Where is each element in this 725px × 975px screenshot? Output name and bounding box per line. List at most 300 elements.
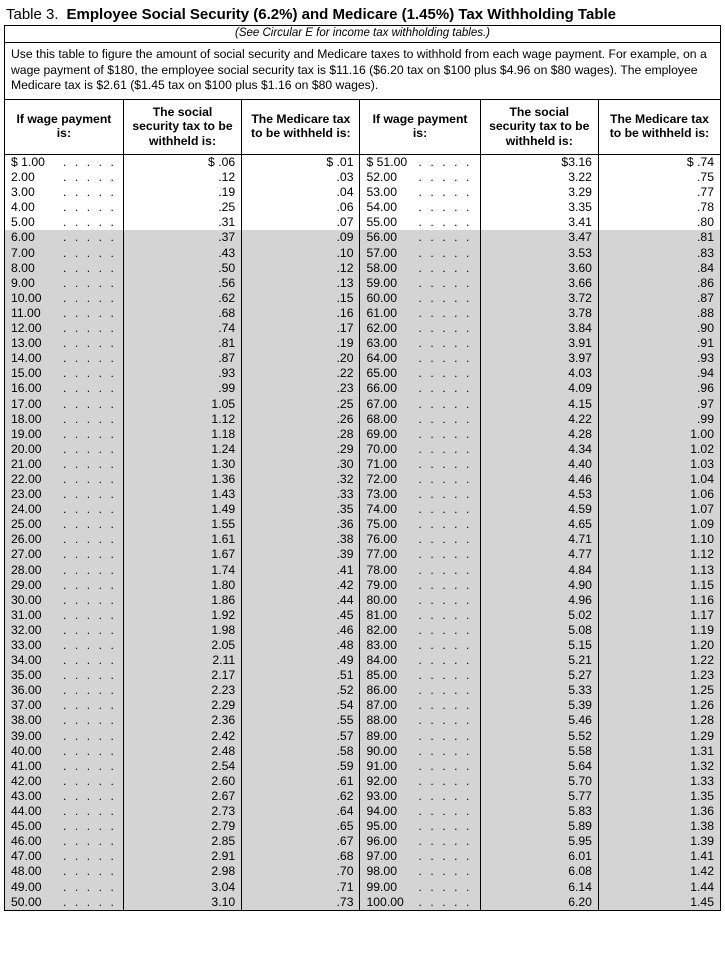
table-row	[5, 246, 720, 261]
ss-cell-right: 5.02	[480, 608, 598, 623]
wage-cell-right	[360, 215, 480, 230]
medicare-cell-left: .23	[242, 381, 360, 396]
wage-cell-right	[360, 774, 480, 789]
ss-cell-left: 2.67	[123, 789, 241, 804]
medicare-cell-right: .96	[598, 381, 720, 396]
leader-dots: . . . . .	[63, 351, 117, 366]
leader-dots: . . . . .	[418, 260, 472, 275]
medicare-cell-left: .73	[242, 895, 360, 910]
wage-value: 73.00	[366, 487, 397, 502]
ss-cell-left: 2.05	[123, 638, 241, 653]
medicare-cell-right: 1.36	[598, 804, 720, 819]
table-row	[5, 547, 720, 562]
ss-cell-left: 1.80	[123, 578, 241, 593]
wage-value: 52.00	[366, 170, 397, 185]
medicare-cell-right: 1.02	[598, 442, 720, 457]
ss-cell-left: 2.11	[123, 653, 241, 668]
wage-value: 25.00	[11, 517, 42, 532]
medicare-cell-left: .03	[242, 170, 360, 185]
leader-dots: . . . . .	[418, 290, 472, 305]
table-row	[5, 834, 720, 849]
leader-dots: . . . . .	[418, 456, 472, 471]
table-row	[5, 155, 720, 171]
medicare-cell-right: 1.10	[598, 532, 720, 547]
ss-cell-right: 4.71	[480, 532, 598, 547]
table-row	[5, 276, 720, 291]
wage-value: 98.00	[366, 864, 397, 879]
wage-cell-left	[5, 321, 123, 336]
medicare-cell-right: .78	[598, 200, 720, 215]
wage-value: 63.00	[366, 336, 397, 351]
ss-cell-left: 1.92	[123, 608, 241, 623]
leader-dots: . . . . .	[418, 502, 472, 517]
medicare-cell-left: .29	[242, 442, 360, 457]
wage-value: 67.00	[366, 396, 397, 411]
leader-dots: . . . . .	[63, 819, 117, 834]
wage-cell-right	[360, 547, 480, 562]
table-row	[5, 170, 720, 185]
leader-dots: . . . . .	[63, 230, 117, 245]
leader-dots: . . . . .	[418, 200, 472, 215]
wage-cell-left	[5, 261, 123, 276]
medicare-cell-left: .45	[242, 608, 360, 623]
ss-cell-right: 4.03	[480, 366, 598, 381]
leader-dots: . . . . .	[63, 305, 117, 320]
ss-cell-right: 4.96	[480, 593, 598, 608]
medicare-cell-right: 1.17	[598, 608, 720, 623]
wage-value: 78.00	[366, 562, 397, 577]
ss-cell-right: 4.09	[480, 381, 598, 396]
wage-cell-right	[360, 517, 480, 532]
wage-cell-left	[5, 834, 123, 849]
wage-value: 36.00	[11, 683, 42, 698]
wage-cell-left	[5, 698, 123, 713]
table-row	[5, 397, 720, 412]
medicare-cell-left: .52	[242, 683, 360, 698]
leader-dots: . . . . .	[418, 698, 472, 713]
wage-cell-left	[5, 729, 123, 744]
ss-cell-right: 4.34	[480, 442, 598, 457]
wage-cell-left	[5, 306, 123, 321]
medicare-cell-left: .68	[242, 849, 360, 864]
leader-dots: . . . . .	[63, 215, 117, 230]
ss-cell-left: 1.24	[123, 442, 241, 457]
medicare-cell-left: .39	[242, 547, 360, 562]
leader-dots: . . . . .	[63, 396, 117, 411]
ss-cell-left: .12	[123, 170, 241, 185]
wage-value: 54.00	[366, 200, 397, 215]
wage-value: 2.00	[11, 170, 35, 185]
medicare-cell-left: .71	[242, 880, 360, 895]
leader-dots: . . . . .	[63, 622, 117, 637]
table-row	[5, 895, 720, 910]
wage-cell-right	[360, 563, 480, 578]
ss-cell-right: 3.35	[480, 200, 598, 215]
wage-cell-left	[5, 366, 123, 381]
ss-cell-right: 3.22	[480, 170, 598, 185]
wage-value: 82.00	[366, 622, 397, 637]
wage-cell-right	[360, 608, 480, 623]
ss-cell-right: 3.97	[480, 351, 598, 366]
table-body	[5, 155, 720, 910]
leader-dots: . . . . .	[63, 487, 117, 502]
wage-cell-right	[360, 683, 480, 698]
table-row	[5, 412, 720, 427]
leader-dots: . . . . .	[418, 577, 472, 592]
medicare-cell-right: 1.19	[598, 623, 720, 638]
wage-cell-left	[5, 381, 123, 396]
leader-dots: . . . . .	[63, 532, 117, 547]
leader-dots: . . . . .	[63, 849, 117, 864]
ss-cell-right: 5.27	[480, 668, 598, 683]
wage-cell-right	[360, 170, 480, 185]
leader-dots: . . . . .	[418, 351, 472, 366]
ss-cell-right: 4.15	[480, 397, 598, 412]
wage-value: 83.00	[366, 638, 397, 652]
table-title-text: Employee Social Security (6.2%) and Medicare (1.45%) Tax Withholding Table	[66, 6, 616, 23]
wage-value: 53.00	[366, 185, 397, 200]
medicare-cell-left: .65	[242, 819, 360, 834]
medicare-cell-left: .64	[242, 804, 360, 819]
wage-cell-left	[5, 789, 123, 804]
wage-cell-left	[5, 442, 123, 457]
wage-cell-left	[5, 713, 123, 728]
medicare-cell-left: .55	[242, 713, 360, 728]
table-row	[5, 578, 720, 593]
medicare-cell-right: .93	[598, 351, 720, 366]
ss-cell-left: 1.74	[123, 563, 241, 578]
table-header	[5, 100, 720, 155]
ss-cell-right: 5.58	[480, 744, 598, 759]
wage-cell-left	[5, 759, 123, 774]
wage-value: 30.00	[11, 592, 42, 607]
medicare-cell-right: 1.13	[598, 563, 720, 578]
ss-cell-left: .50	[123, 261, 241, 276]
medicare-cell-left: .20	[242, 351, 360, 366]
wage-value: 42.00	[11, 773, 42, 788]
table-row	[5, 427, 720, 442]
leader-dots: . . . . .	[418, 230, 472, 245]
wage-value: 26.00	[11, 532, 42, 547]
leader-dots: . . . . .	[63, 381, 117, 396]
ss-cell-right: 3.41	[480, 215, 598, 230]
wage-value: 34.00	[11, 653, 42, 668]
wage-cell-left	[5, 246, 123, 261]
wage-value: 84.00	[366, 653, 397, 668]
leader-dots: . . . . .	[63, 713, 117, 728]
wage-value: 43.00	[11, 788, 42, 803]
medicare-cell-right: 1.32	[598, 759, 720, 774]
wage-cell-right	[360, 593, 480, 608]
medicare-cell-right: .99	[598, 412, 720, 427]
header-row	[5, 100, 720, 155]
wage-value: 6.00	[11, 230, 35, 245]
medicare-cell-left: .49	[242, 653, 360, 668]
table-row	[5, 698, 720, 713]
medicare-cell-right: .80	[598, 215, 720, 230]
leader-dots: . . . . .	[63, 834, 117, 849]
medicare-cell-right: 1.38	[598, 819, 720, 834]
medicare-cell-right: .81	[598, 230, 720, 245]
wage-value: 95.00	[366, 819, 397, 834]
wage-cell-left	[5, 502, 123, 517]
wage-value: 47.00	[11, 849, 42, 864]
leader-dots: . . . . .	[63, 471, 117, 486]
leader-dots: . . . . .	[63, 366, 117, 381]
wage-cell-right	[360, 412, 480, 427]
ss-cell-right: 3.66	[480, 276, 598, 291]
ss-cell-left: .81	[123, 336, 241, 351]
wage-value: 46.00	[11, 834, 42, 849]
wage-cell-right	[360, 276, 480, 291]
wage-value: 4.00	[11, 200, 35, 215]
wage-value: 5.00	[11, 215, 35, 230]
leader-dots: . . . . .	[63, 879, 117, 894]
medicare-cell-right: .83	[598, 246, 720, 261]
ss-cell-left: 1.05	[123, 397, 241, 412]
leader-dots: . . . . .	[63, 321, 117, 336]
medicare-cell-right: 1.41	[598, 849, 720, 864]
wage-cell-right	[360, 336, 480, 351]
medicare-cell-left: .62	[242, 789, 360, 804]
wage-value: 68.00	[366, 411, 397, 426]
medicare-cell-left: .58	[242, 744, 360, 759]
ss-cell-right: 6.08	[480, 864, 598, 879]
wage-value: 99.00	[366, 879, 397, 894]
table-row	[5, 291, 720, 306]
wage-cell-right	[360, 623, 480, 638]
wage-cell-right	[360, 744, 480, 759]
table-row	[5, 608, 720, 623]
ss-cell-left: 3.10	[123, 895, 241, 910]
leader-dots: . . . . .	[63, 788, 117, 803]
leader-dots: . . . . .	[63, 155, 117, 169]
leader-dots: . . . . .	[418, 773, 472, 788]
page-title	[0, 0, 725, 25]
wage-value: 64.00	[366, 351, 397, 366]
leader-dots: . . . . .	[418, 441, 472, 456]
wage-value: 55.00	[366, 215, 397, 230]
medicare-cell-left: .54	[242, 698, 360, 713]
wage-value: 81.00	[366, 607, 397, 622]
wage-cell-right	[360, 864, 480, 879]
wage-cell-right	[360, 261, 480, 276]
wage-value: 90.00	[366, 743, 397, 758]
ss-cell-right: 3.47	[480, 230, 598, 245]
wage-value: 9.00	[11, 275, 35, 290]
medicare-cell-right: 1.25	[598, 683, 720, 698]
ss-cell-right: 4.53	[480, 487, 598, 502]
ss-cell-left: 1.18	[123, 427, 241, 442]
leader-dots: . . . . .	[418, 517, 472, 532]
ss-cell-right: 4.22	[480, 412, 598, 427]
wage-cell-left	[5, 532, 123, 547]
ss-cell-left: 2.17	[123, 668, 241, 683]
leader-dots: . . . . .	[63, 245, 117, 260]
table-row	[5, 713, 720, 728]
wage-cell-right	[360, 381, 480, 396]
wage-cell-right	[360, 200, 480, 215]
wage-cell-right	[360, 366, 480, 381]
ss-cell-right: 5.89	[480, 819, 598, 834]
ss-cell-left: 1.67	[123, 547, 241, 562]
wage-value: 87.00	[366, 698, 397, 713]
ss-cell-left: .37	[123, 230, 241, 245]
medicare-cell-left: .22	[242, 366, 360, 381]
leader-dots: . . . . .	[418, 743, 472, 758]
ss-cell-left: .43	[123, 246, 241, 261]
wage-value: 27.00	[11, 547, 42, 562]
leader-dots: . . . . .	[418, 366, 472, 381]
wage-cell-left	[5, 563, 123, 578]
wage-cell-right	[360, 427, 480, 442]
leader-dots: . . . . .	[63, 743, 117, 758]
medicare-cell-right: .90	[598, 321, 720, 336]
leader-dots: . . . . .	[418, 305, 472, 320]
wage-value: 15.00	[11, 366, 42, 381]
ss-cell-right: 4.59	[480, 502, 598, 517]
wage-value: 44.00	[11, 804, 42, 819]
ss-cell-left: 2.73	[123, 804, 241, 819]
ss-cell-left: .93	[123, 366, 241, 381]
medicare-cell-left: .26	[242, 412, 360, 427]
ss-cell-right: 4.40	[480, 457, 598, 472]
leader-dots: . . . . .	[63, 336, 117, 351]
ss-cell-left: $ .06	[123, 155, 241, 171]
wage-cell-right	[360, 246, 480, 261]
wage-cell-left	[5, 668, 123, 683]
wage-cell-left	[5, 351, 123, 366]
wage-value: 23.00	[11, 487, 42, 502]
medicare-cell-right: .91	[598, 336, 720, 351]
leader-dots: . . . . .	[63, 773, 117, 788]
table-row	[5, 849, 720, 864]
wage-cell-right	[360, 306, 480, 321]
wage-cell-left	[5, 170, 123, 185]
wage-cell-right	[360, 653, 480, 668]
leader-dots: . . . . .	[418, 653, 472, 668]
wage-cell-right	[360, 789, 480, 804]
ss-cell-left: 1.55	[123, 517, 241, 532]
ss-cell-left: 1.61	[123, 532, 241, 547]
leader-dots: . . . . .	[418, 185, 472, 200]
wage-value: 48.00	[11, 864, 42, 879]
header-wage-left: If wage payment is:	[5, 100, 123, 155]
wage-value: 100.00	[366, 894, 404, 909]
leader-dots: . . . . .	[63, 653, 117, 668]
wage-value: 33.00	[11, 638, 42, 652]
ss-cell-left: 1.12	[123, 412, 241, 427]
leader-dots: . . . . .	[63, 698, 117, 713]
wage-value: 20.00	[11, 441, 42, 456]
ss-cell-right: 3.60	[480, 261, 598, 276]
medicare-cell-right: 1.07	[598, 502, 720, 517]
medicare-cell-right: 1.33	[598, 774, 720, 789]
table-row	[5, 744, 720, 759]
leader-dots: . . . . .	[418, 638, 472, 652]
leader-dots: . . . . .	[418, 381, 472, 396]
ss-cell-left: 2.98	[123, 864, 241, 879]
medicare-cell-right: 1.26	[598, 698, 720, 713]
medicare-cell-left: .07	[242, 215, 360, 230]
wage-cell-left	[5, 427, 123, 442]
medicare-cell-right: .86	[598, 276, 720, 291]
wage-value: 85.00	[366, 668, 397, 683]
ss-cell-left: .87	[123, 351, 241, 366]
ss-cell-right: 5.52	[480, 729, 598, 744]
ss-cell-left: 3.04	[123, 880, 241, 895]
wage-cell-left	[5, 683, 123, 698]
table-row	[5, 381, 720, 396]
medicare-cell-left: .67	[242, 834, 360, 849]
medicare-cell-right: 1.03	[598, 457, 720, 472]
table-row	[5, 804, 720, 819]
wage-value: 38.00	[11, 713, 42, 728]
leader-dots: . . . . .	[63, 411, 117, 426]
ss-cell-left: .25	[123, 200, 241, 215]
leader-dots: . . . . .	[418, 607, 472, 622]
wage-cell-left	[5, 336, 123, 351]
wage-cell-right	[360, 729, 480, 744]
wage-cell-left	[5, 185, 123, 200]
leader-dots: . . . . .	[418, 834, 472, 849]
table-row	[5, 321, 720, 336]
wage-cell-left	[5, 774, 123, 789]
leader-dots: . . . . .	[63, 638, 117, 652]
medicare-cell-right: .88	[598, 306, 720, 321]
leader-dots: . . . . .	[418, 804, 472, 819]
wage-value: 91.00	[366, 758, 397, 773]
wage-value: 45.00	[11, 819, 42, 834]
leader-dots: . . . . .	[63, 502, 117, 517]
medicare-cell-left: .46	[242, 623, 360, 638]
wage-value: 21.00	[11, 456, 42, 471]
table-row	[5, 774, 720, 789]
leader-dots: . . . . .	[418, 728, 472, 743]
leader-dots: . . . . .	[418, 215, 472, 230]
wage-value: 28.00	[11, 562, 42, 577]
ss-cell-right: 4.28	[480, 427, 598, 442]
medicare-cell-right: .77	[598, 185, 720, 200]
medicare-cell-right: 1.23	[598, 668, 720, 683]
ss-cell-right: 3.78	[480, 306, 598, 321]
table-row	[5, 653, 720, 668]
wage-value: 93.00	[366, 788, 397, 803]
wage-value: 8.00	[11, 260, 35, 275]
wage-value: 77.00	[366, 547, 397, 562]
medicare-cell-right: 1.09	[598, 517, 720, 532]
ss-cell-left: 2.79	[123, 819, 241, 834]
medicare-cell-left: .42	[242, 578, 360, 593]
wage-value: 49.00	[11, 879, 42, 894]
ss-cell-right: 5.21	[480, 653, 598, 668]
medicare-cell-right: 1.22	[598, 653, 720, 668]
table-row	[5, 532, 720, 547]
wage-cell-right	[360, 638, 480, 653]
ss-cell-right: 5.46	[480, 713, 598, 728]
wage-cell-left	[5, 593, 123, 608]
wage-value: 31.00	[11, 607, 42, 622]
table-row	[5, 819, 720, 834]
ss-cell-left: 1.98	[123, 623, 241, 638]
table-row	[5, 336, 720, 351]
wage-value: 13.00	[11, 336, 42, 351]
ss-cell-left: 2.36	[123, 713, 241, 728]
ss-cell-right: 3.72	[480, 291, 598, 306]
ss-cell-right: 4.46	[480, 472, 598, 487]
wage-cell-right	[360, 713, 480, 728]
wage-cell-left	[5, 412, 123, 427]
